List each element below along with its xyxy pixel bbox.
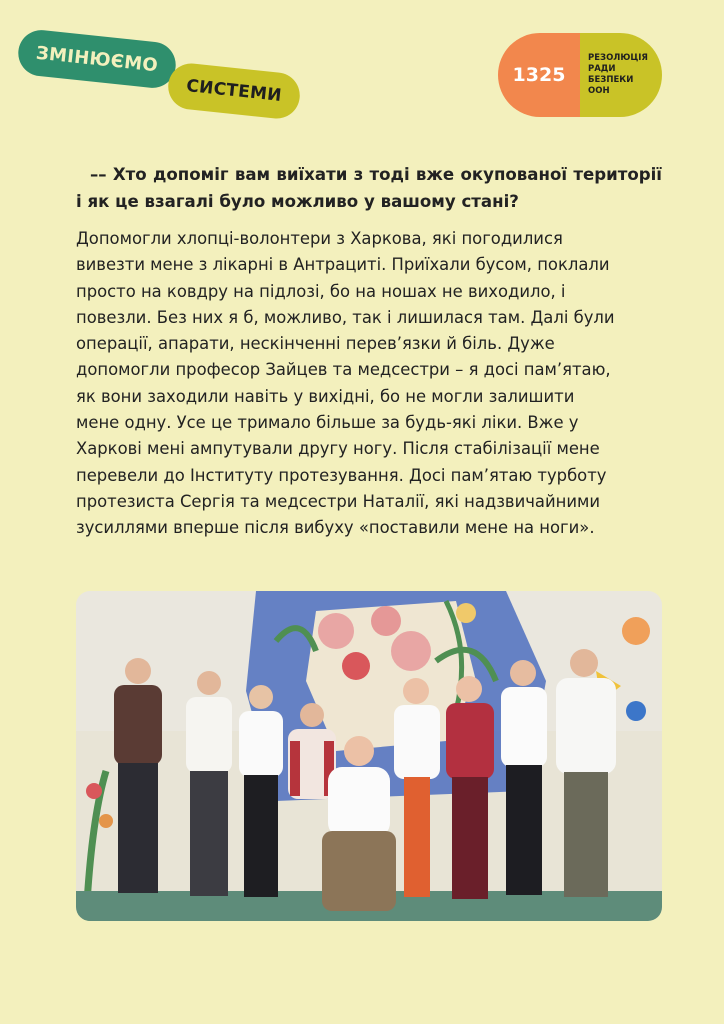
resolution-1325-logo	[498, 33, 662, 117]
interview-answer	[76, 226, 662, 542]
answer-line: перевели до Інституту протезування. Досі пам’ятаю турботу	[76, 465, 607, 485]
logo-word-systems: СИСТЕМИ	[166, 61, 302, 121]
answer-line: допомогли професор Зайцев та медсестри – я досі пам’ятаю,	[76, 360, 611, 380]
answer-line: зусиллями вперше після вибуху «поставили мене на ноги».	[76, 518, 595, 538]
answer-line: повезли. Без них я б, можливо, так і лишилася там. Далі були	[76, 307, 615, 327]
answer-line: операції, апарати, нескінченні перев’язки й біль. Дуже	[76, 334, 555, 354]
answer-line: вивезти мене з лікарні в Антрациті. Приїхали бусом, поклали	[76, 255, 610, 275]
logo-caption-line: РАДИ	[588, 64, 616, 74]
logo-caption	[580, 33, 662, 117]
answer-line: просто на ковдру на підлозі, бо на ношах не виходило, і	[76, 281, 566, 301]
answer-line: протезиста Сергія та медсестри Наталії, які надзвичайними	[76, 491, 601, 511]
logo-caption-line: РЕЗОЛЮЦІЯ	[588, 53, 648, 63]
answer-line: як вони заходили навіть у вихідні, бо не могли залишити	[76, 386, 575, 406]
answer-line: мене одну. Усе це тримало більше за будь-які ліки. Вже у	[76, 413, 579, 433]
interview-question: –– Хто допоміг вам виїхати з тоді вже окупованої території і як це взагалі було можливо у вашому стані?	[76, 164, 662, 211]
logo-word-changing: ЗМІНЮЄМО	[16, 28, 178, 90]
logo-number: 1325	[498, 33, 580, 117]
group-photo	[76, 591, 662, 921]
campaign-logo	[18, 30, 308, 140]
answer-line: Допомогли хлопці-волонтери з Харкова, які погодилися	[76, 229, 563, 248]
logo-caption-line: ООН	[588, 86, 610, 96]
logo-caption-line: БЕЗПЕКИ	[588, 75, 634, 85]
group-photo-illustration	[76, 591, 662, 921]
answer-line: Харкові мені ампутували другу ногу. Після стабілізації мене	[76, 439, 600, 459]
